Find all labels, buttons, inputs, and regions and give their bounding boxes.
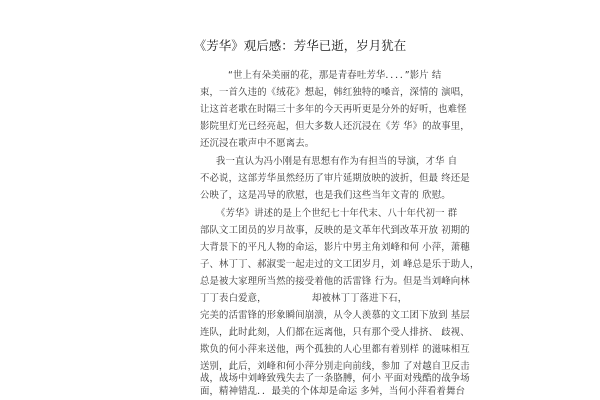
document-title: 《芳华》观后感：芳华已逝，岁月犹在 bbox=[193, 38, 407, 53]
paragraph-line: 大背景下的平凡人物的命运，影片中男主角刘峰和何 小萍，萧穗 bbox=[200, 242, 470, 253]
paragraph-line: 束，一首久违的《绒花》想起，韩红独特的嗓音，深情的 演唱， bbox=[200, 87, 470, 98]
paragraph-line: 影院里灯光已经亮起，但大多数人还沉浸在《芳 华》的故事里， bbox=[200, 121, 470, 132]
paragraph-line: 丁丁表白爱意， bbox=[200, 293, 267, 304]
paragraph-line: 部队文工团员的岁月故事，反映的是文革年代到改革开放 初期的 bbox=[200, 225, 470, 236]
paragraph-line: 欺负的何小萍来送他，两个孤独的人心里都有着别样 的滋味相互 bbox=[200, 344, 470, 355]
paragraph-line: 公映了，这是冯导的欣慰，也是我们这些当年文青的 欣慰。 bbox=[200, 190, 451, 201]
paragraph-line: 子、林丁丁、郝淑雯一起走过的文工团岁月，刘 峰总是乐于助人， bbox=[200, 259, 480, 270]
paragraph-line: 让这首老歌在时隔三十多年的今天再听更是分外的好听，也难怪 bbox=[200, 104, 467, 115]
paragraph-line: 总是被大家理所当然的接受着他的活雷锋 行为。但是当刘峰向林 bbox=[200, 276, 470, 287]
paragraph-line: 连队，此时此刻，人们都在远离他，只有那个受人排挤、 歧视、 bbox=[200, 327, 470, 338]
paragraph-line: 我一直认为冯小刚是有思想有作为有担当的导演，才华 自 bbox=[216, 156, 458, 167]
paragraph-line: “世上有朵美丽的花，那是青春吐芳华．．．．”影片 结 bbox=[228, 70, 442, 81]
paragraph-line: 面，精神错乱．．最美的个体却是命运 多舛，当何小萍看着舞台 bbox=[200, 386, 466, 397]
paragraph-line: 送别，此后，刘峰和何小萍分别走向前线，参加 了对越自卫反击 bbox=[200, 361, 470, 372]
paragraph-line: 《芳华》讲述的是上个世纪七十年代末、八十年代初一 群 bbox=[216, 208, 458, 219]
paragraph-line: 却被林丁丁落进下石， bbox=[312, 293, 408, 304]
paragraph-line: 完美的活雷锋的形象瞬间崩溃，从令人羡慕的文工团下放到 基层 bbox=[200, 310, 470, 321]
paragraph-line: 战，战场中刘峰致残失去了一条胳膊，何小 平面对残酷的战争场 bbox=[200, 373, 470, 384]
paragraph-line: 不必说，这部芳华虽然经历了审片延期放映的波折，但最 终还是 bbox=[200, 173, 470, 184]
paragraph-line: 还沉浸在歌声中不愿离去。 bbox=[200, 138, 315, 149]
